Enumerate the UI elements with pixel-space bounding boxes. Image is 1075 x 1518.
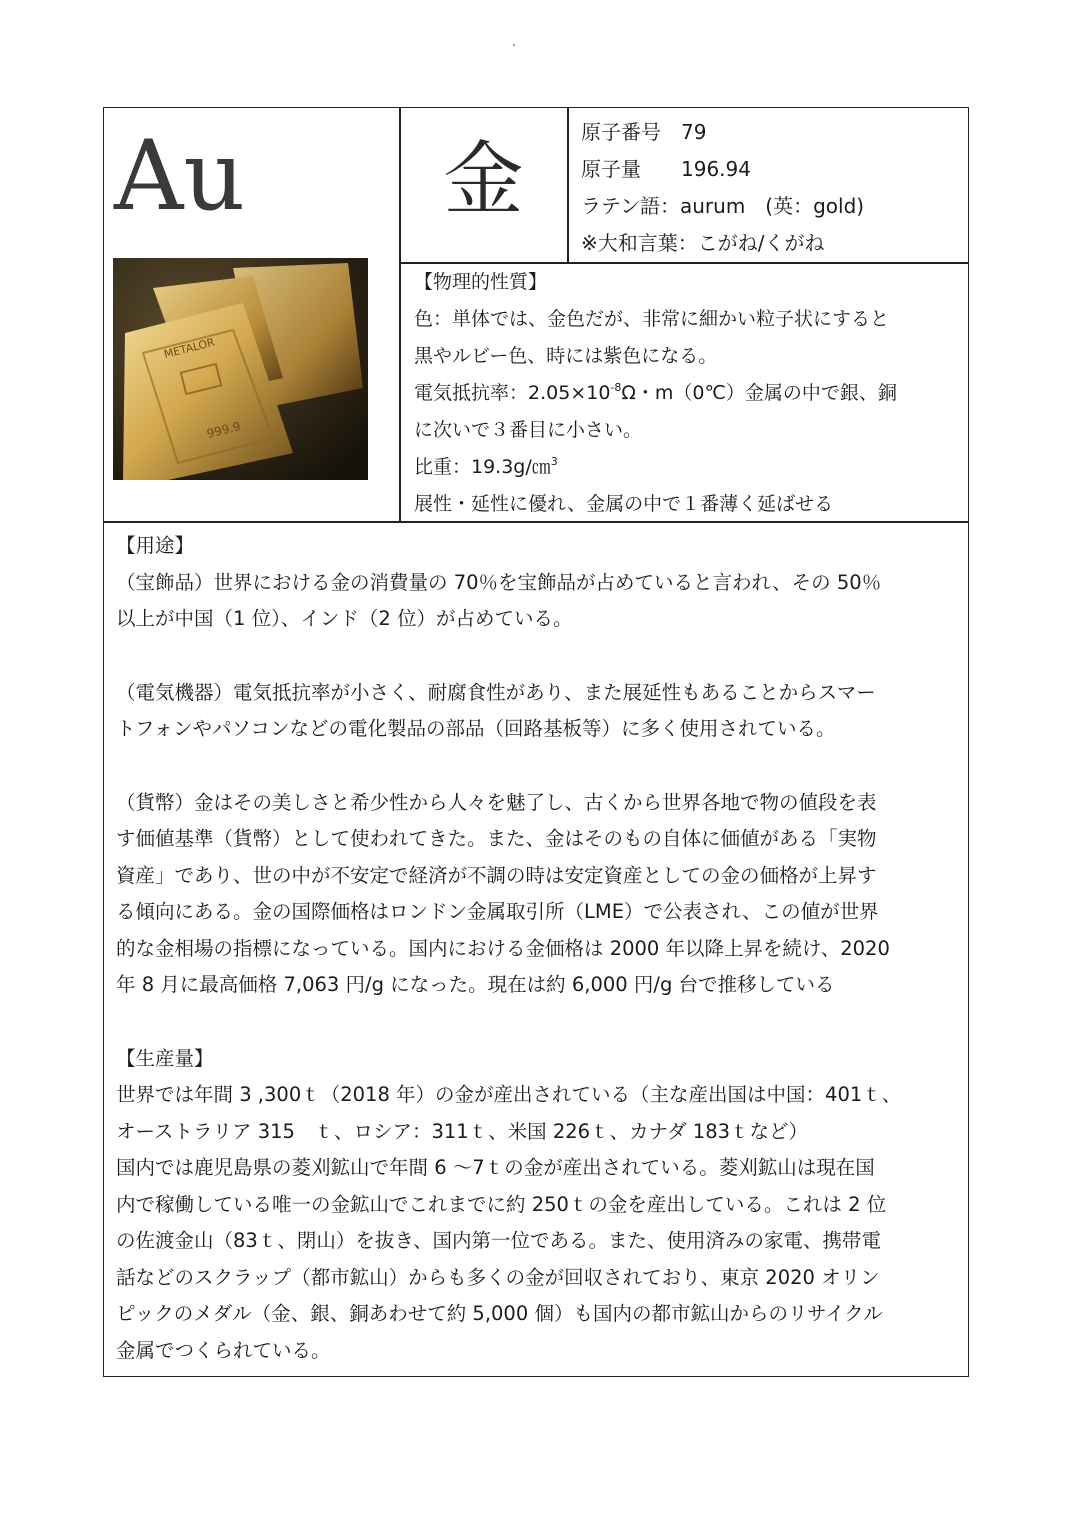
production-heading: 【生産量】 [116,1046,214,1070]
uses-heading: 【用途】 [116,534,195,557]
properties-heading: 【物理的性質】 [414,271,548,293]
electric-line-2: トフォンやパソコンなどの電化製品の部品（回路基板等）に多く使用されている。 [116,717,836,740]
resistivity-line [414,375,964,412]
element-info [581,114,966,262]
color-line-1: 色：単体では、金色だが、非常に細かい粒子状にすると [414,308,890,330]
production-line-8: 金属でつくられている。 [116,1338,331,1362]
body-text [116,528,966,1369]
scan-speck [513,44,515,46]
malleability-line: 展性・延性に優れ、金属の中で１番薄く延ばせる [414,493,834,515]
gold-bars-icon [113,258,368,480]
atomic-weight: 原子量 196.94 [581,157,751,181]
physical-properties [414,264,964,523]
currency-line-5: 的な金相場の指標になっている。国内における金価格は 2000 年以降上昇を続け、2020 [116,936,890,960]
production-line-6: 話などのスクラップ（都市鉱山）からも多くの金が回収されており、東京 2020 オリン [116,1265,880,1289]
atomic-number: 原子番号 79 [581,120,707,144]
jewelry-line-1: （宝飾品）世界における金の消費量の 70％を宝飾品が占めていると言われ、その 50％ [116,570,882,594]
gravity-exponent: 3 [550,455,558,468]
production-line-1: 世界では年間 3 ,300ｔ（2018 年）の金が産出されている（主な産出国は中国：401ｔ、 [116,1083,902,1106]
resistivity-suffix: Ω・m（0℃）金属の中で銀、銅 [621,382,897,404]
resistivity-prefix: 電気抵抗率：2.05×10 [414,382,611,404]
element-sheet [103,107,969,1377]
bar-purity-text: 999.9 [205,419,243,441]
production-line-2: オーストラリア 315 ｔ、ロシア：311ｔ、米国 226ｔ、カナダ 183ｔなど） [116,1119,809,1143]
electric-line-1: （電気機器）電気抵抗率が小さく、耐腐食性があり、また展延性もあることからスマー [116,680,876,704]
latin-name: ラテン語：aurum (英：gold) [581,194,865,218]
currency-line-3: 資産」であり、世の中が不安定で経済が不調の時は安定資産としての金の価格が上昇す [116,863,877,887]
production-line-3: 国内では鹿児島県の菱刈鉱山で年間 6 〜7ｔの金が産出されている。菱刈鉱山は現在国 [116,1156,875,1179]
currency-line-2: す価値基準（貨幣）として使われてきた。また、金はそのもの自体に価値がある「実物 [116,827,877,850]
resistivity-line-2: に次いで３番目に小さい。 [414,419,643,441]
jewelry-line-2: 以上が中国（1 位）、インド（2 位）が占めている。 [116,607,573,630]
production-line-7: ピックのメダル（金、銀、銅あわせて約 5,000 個）も国内の都市鉱山からのリサイクル [116,1302,883,1325]
currency-line-4: る傾向にある。金の国際価格はロンドン金属取引所（LME）で公表され、この値が世界 [116,900,879,923]
bar-stamp-text: METALOR [162,335,217,361]
divider-right [567,108,569,263]
gold-bars-photo [113,258,368,480]
currency-line-6: 年 8 月に最高価格 7,063 円/g になった。現在は約 6,000 円/g 台で推移している [116,973,835,996]
yamato-name: ※大和言葉：こがね/くがね [581,231,825,255]
production-line-4: 内で稼働している唯一の金鉱山でこれまでに約 250ｔの金を産出している。これは 2 位 [116,1192,887,1216]
color-line-2: 黒やルビー色、時には紫色になる。 [414,345,718,367]
production-line-5: の佐渡金山（83ｔ、閉山）を抜き、国内第一位である。また、使用済みの家電、携帯電 [116,1229,882,1252]
resistivity-exponent: -8 [610,381,622,394]
gravity-line [414,449,964,486]
currency-line-1: （貨幣）金はその美しさと希少性から人々を魅了し、古くから世界各地で物の値段を表 [116,790,877,814]
element-symbol: Au [114,120,246,232]
element-kanji: 金 [443,133,524,226]
gravity-prefix: 比重：19.3g/㎝ [414,456,551,478]
